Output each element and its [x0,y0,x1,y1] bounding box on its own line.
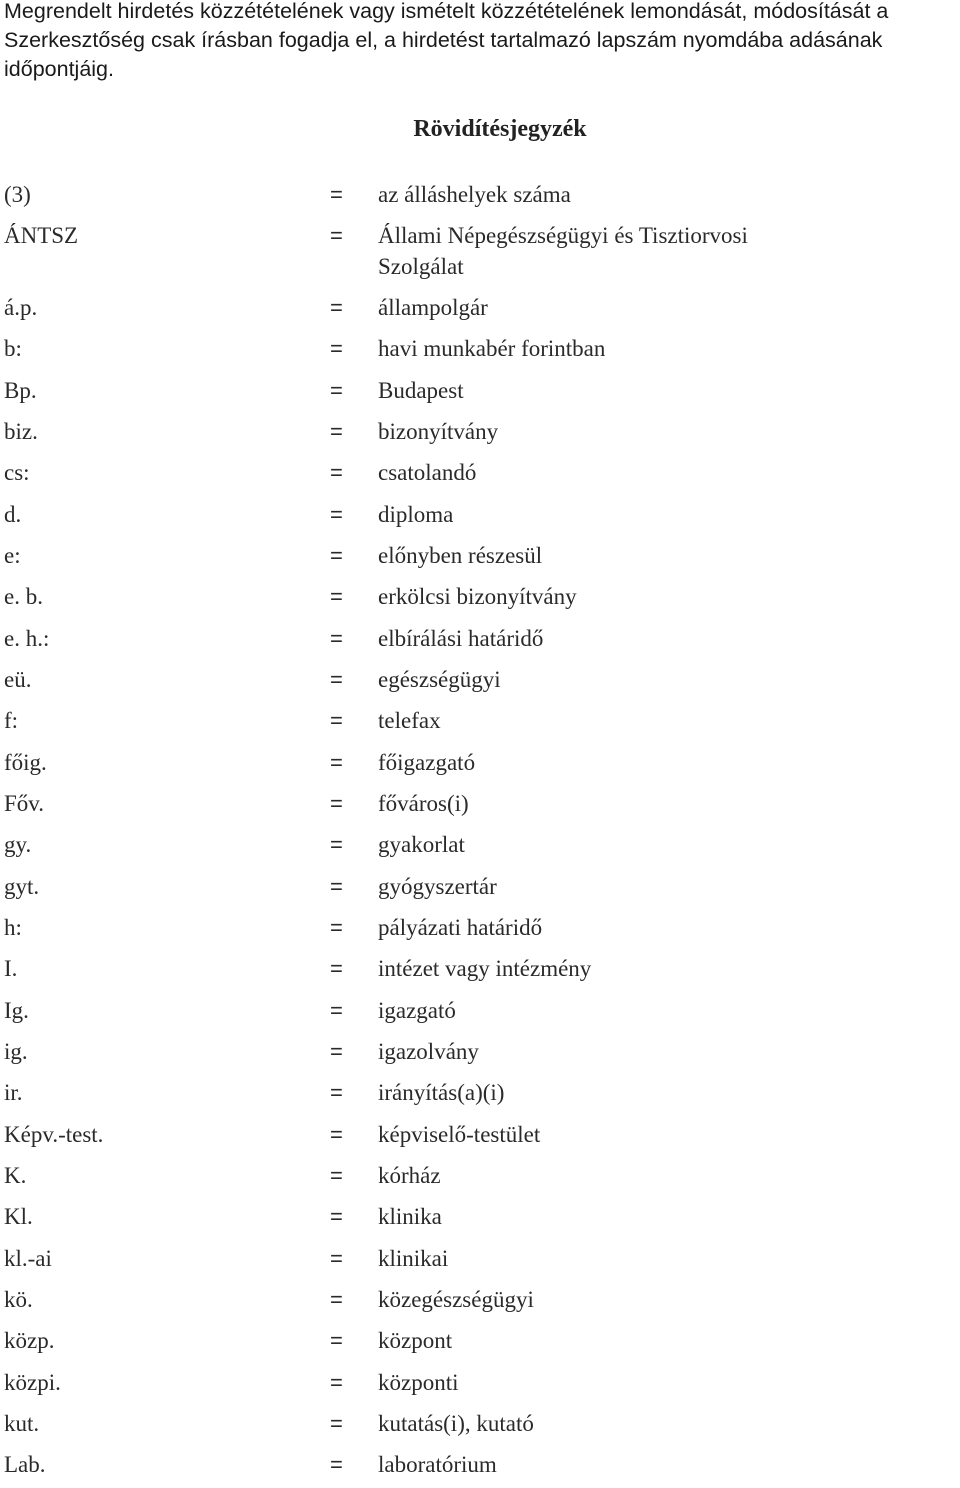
equals-sign: = [330,790,343,816]
equals-sign: = [330,1328,343,1354]
abbreviation-row [0,909,960,950]
abbreviation-list [0,176,960,1488]
equals-sign: = [330,336,343,362]
abbreviation-term: h: [4,915,22,940]
abbreviation-term: (3) [4,182,31,207]
abbreviation-definition: diploma [378,501,454,527]
abbreviation-definition: bizonyítvány [378,418,499,444]
abbreviation-term: Lab. [4,1452,46,1478]
equals-sign: = [330,223,343,249]
abbreviation-definition: kutatás(i), kutató [378,1411,534,1437]
abbreviation-row [0,537,960,578]
abbreviation-row [0,578,960,619]
abbreviation-term: e: [4,542,21,568]
abbreviation-row [0,1322,960,1363]
equals-sign: = [330,460,343,486]
abbreviation-row [0,620,960,661]
abbreviation-definition: havi munkabér forintban [378,336,606,362]
page-title: Rövidítésjegyzék [413,116,587,142]
abbreviation-row [0,1364,960,1405]
abbreviation-term: K. [4,1163,27,1189]
abbreviation-definition: klinika [378,1204,442,1230]
abbreviation-term: kut. [4,1411,40,1437]
abbreviation-row [0,454,960,495]
abbreviation-term: gyt. [4,873,40,899]
equals-sign: = [330,1163,343,1189]
equals-sign: = [330,873,343,899]
abbreviation-definition: főváros(i) [378,790,469,816]
abbreviation-definition: közegészségügyi [378,1287,534,1313]
abbreviation-term: cs: [4,460,30,486]
abbreviation-term: Kl. [4,1204,33,1230]
abbreviation-term: Képv.-test. [4,1121,104,1147]
equals-sign: = [330,182,343,207]
abbreviation-definition: gyakorlat [378,832,465,858]
abbreviation-definition: erkölcsi bizonyítvány [378,584,577,610]
abbreviation-term: ig. [4,1039,28,1065]
abbreviation-term: kö. [4,1287,33,1313]
equals-sign: = [330,1080,343,1106]
abbreviation-definition: előnyben részesül [378,542,543,568]
equals-sign: = [330,1039,343,1065]
abbreviation-definition: gyógyszertár [378,873,497,899]
abbreviation-term: f: [4,708,19,734]
abbreviation-definition: képviselő-testület [378,1121,541,1147]
abbreviation-row [0,950,960,991]
abbreviation-row [0,1198,960,1239]
abbreviation-definition: az álláshelyek száma [378,182,571,207]
equals-sign: = [330,1369,343,1395]
abbreviation-row [0,289,960,330]
abbreviation-term: kl.-ai [4,1245,52,1271]
equals-sign: = [330,1411,343,1437]
abbreviation-row [0,702,960,743]
abbreviation-row [0,868,960,909]
equals-sign: = [330,1452,343,1478]
abbreviation-row [0,176,960,217]
abbreviation-term: ÁNTSZ [4,223,79,249]
abbreviation-term: Főv. [4,790,45,816]
equals-sign: = [330,625,343,651]
abbreviation-row [0,1074,960,1115]
equals-sign: = [330,1204,343,1230]
abbreviation-definition: igazolvány [378,1039,479,1065]
equals-sign: = [330,832,343,858]
abbreviation-definition: központ [378,1328,453,1354]
equals-sign: = [330,377,343,403]
equals-sign: = [330,997,343,1023]
abbreviation-definition: pályázati határidő [378,915,543,940]
equals-sign: = [330,1121,343,1147]
abbreviation-definition: Állami Népegészségügyi és Tisztiorvosi Szolgálat [378,223,748,279]
abbreviation-term: d. [4,501,22,527]
abbreviation-term: á.p. [4,294,38,320]
abbreviation-term: közpi. [4,1369,61,1395]
abbreviation-definition: egészségügyi [378,666,501,692]
abbreviation-definition: telefax [378,708,441,734]
intro-paragraph: Megrendelt hirdetés közzétételének vagy ismételt közzétételének lemondását, módosítását a Szerkesztőség csak írásban fogadja el, a hirdetést tartalmazó lapszám nyomdába adásának időpontjáig. [4,0,889,81]
equals-sign: = [330,501,343,527]
abbreviation-definition: Budapest [378,377,464,403]
abbreviation-term: biz. [4,418,38,444]
abbreviation-row [0,1281,960,1322]
abbreviation-row [0,1446,960,1487]
abbreviation-term: főig. [4,749,47,775]
abbreviation-row [0,826,960,867]
equals-sign: = [330,294,343,320]
abbreviation-row [0,217,960,289]
abbreviation-definition: laboratórium [378,1452,497,1478]
equals-sign: = [330,956,343,982]
equals-sign: = [330,708,343,734]
abbreviation-row [0,1033,960,1074]
abbreviation-definition: központi [378,1369,459,1395]
abbreviation-row [0,496,960,537]
abbreviation-row [0,1157,960,1198]
abbreviation-row [0,744,960,785]
abbreviation-definition: csatolandó [378,460,477,486]
abbreviation-row [0,785,960,826]
abbreviation-definition: főigazgató [378,749,476,775]
abbreviation-row [0,992,960,1033]
abbreviation-definition: állampolgár [378,294,488,320]
abbreviation-row [0,372,960,413]
abbreviation-definition: klinikai [378,1245,449,1271]
equals-sign: = [330,1287,343,1313]
abbreviation-row [0,1240,960,1281]
abbreviation-row [0,1116,960,1157]
abbreviation-definition: igazgató [378,997,456,1023]
abbreviation-term: közp. [4,1328,55,1354]
abbreviation-term: Ig. [4,997,29,1023]
abbreviation-term: eü. [4,666,32,692]
abbreviation-definition: elbírálási határidő [378,625,544,651]
abbreviation-definition: kórház [378,1163,441,1189]
abbreviation-term: ir. [4,1080,23,1106]
abbreviation-term: Bp. [4,377,37,403]
equals-sign: = [330,749,343,775]
equals-sign: = [330,915,343,940]
equals-sign: = [330,666,343,692]
abbreviation-term: gy. [4,832,32,858]
abbreviation-term: e. b. [4,584,43,610]
abbreviation-term: e. h.: [4,625,50,651]
equals-sign: = [330,1245,343,1271]
abbreviation-row [0,1405,960,1446]
abbreviation-definition: intézet vagy intézmény [378,956,592,982]
equals-sign: = [330,418,343,444]
abbreviation-term: I. [4,956,18,982]
equals-sign: = [330,542,343,568]
abbreviation-term: b: [4,336,22,362]
equals-sign: = [330,584,343,610]
abbreviation-row [0,330,960,371]
abbreviation-definition: irányítás(a)(i) [378,1080,505,1106]
abbreviation-row [0,661,960,702]
abbreviation-row [0,413,960,454]
